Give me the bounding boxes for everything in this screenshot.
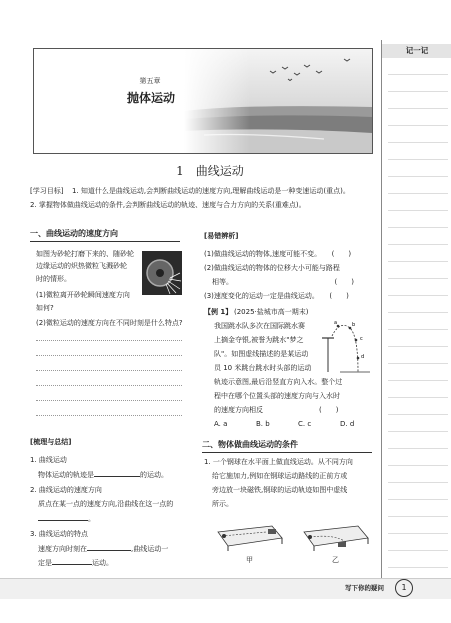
notes-sidebar	[381, 40, 451, 580]
section1-intro-1: 如图为砂轮打磨下来的、随砂轮	[36, 250, 134, 258]
sidebar-rule	[388, 193, 448, 194]
answer-line	[36, 340, 182, 341]
example-source: (2025·盐城市高一期末)	[234, 308, 309, 316]
lesson-title: 1 曲线运动	[176, 164, 244, 178]
example-label: 【例 1】	[204, 308, 233, 316]
sidebar-rule	[388, 397, 448, 398]
summary-1-body: 物体运动的轨迹是 的运动。	[38, 471, 168, 479]
grinding-wheel-image	[142, 251, 182, 295]
summary-3-body: 速度方向时刻在 ,曲线运动一	[38, 545, 169, 553]
section1-q1-2: 如何?	[36, 304, 54, 312]
fig-label-jia: 甲	[246, 556, 253, 564]
sidebar-rule	[388, 414, 448, 415]
error-item-2b: 相等。 ( )	[212, 278, 354, 286]
chapter-label: 第五章	[139, 77, 161, 85]
summary-2-body: 质点在某一点的速度方向,沿曲线在这一点的	[38, 500, 174, 508]
sidebar-rule	[388, 295, 448, 296]
section2-title: 二、物体做曲线运动的条件	[202, 440, 298, 449]
section1-title: 一、曲线运动的速度方向	[30, 229, 118, 238]
section2-line-4: 所示。	[212, 500, 233, 508]
option-d: D. d	[340, 420, 355, 428]
answer-line	[36, 385, 182, 386]
error-item-1: (1)做曲线运动的物体,速度可能不变。 ( )	[204, 250, 352, 258]
fig-label-yi: 乙	[332, 556, 339, 564]
footer-text: 写下你的疑问	[345, 584, 384, 592]
sidebar-rule	[388, 482, 448, 483]
section2-line-1: 1. 一个钢球在水平面上做直线运动。从不同方向	[204, 458, 353, 466]
sidebar-rule	[388, 550, 448, 551]
sidebar-rule	[388, 363, 448, 364]
sidebar-rule	[388, 125, 448, 126]
option-b: B. b	[256, 420, 270, 428]
magnet-figure-yi	[300, 516, 372, 552]
summary-1-head: 1. 曲线运动	[30, 456, 67, 464]
chapter-title: 抛体运动	[126, 91, 175, 105]
sidebar-rule	[388, 346, 448, 347]
summary-2-head: 2. 曲线运动的速度方向	[30, 486, 102, 494]
summary-3-head: 3. 曲线运动的特点	[30, 530, 88, 538]
option-c: C. c	[298, 420, 312, 428]
answer-line	[36, 370, 182, 371]
example-line-4: 员 10 米跳台跳水时头部的运动	[214, 364, 312, 372]
sidebar-rule	[388, 278, 448, 279]
sidebar-rule	[388, 380, 448, 381]
example-line-6: 程中在哪个位置头部的速度方向与入水时	[214, 392, 340, 400]
sidebar-rule	[388, 261, 448, 262]
sidebar-rule	[388, 227, 448, 228]
summary-2-blank: 。	[38, 514, 95, 524]
error-item-3: (3)速度变化的运动一定是曲线运动。 ( )	[204, 292, 349, 300]
sidebar-rule	[388, 108, 448, 109]
sidebar-rule	[388, 210, 448, 211]
answer-line	[36, 400, 182, 401]
page-number: 1	[395, 579, 413, 597]
sidebar-rule	[388, 312, 448, 313]
sidebar-rule	[388, 499, 448, 500]
sidebar-rule	[388, 91, 448, 92]
chapter-banner	[33, 48, 373, 154]
example-line-5: 轨迹示意图,最后沿竖直方向入水。整个过	[214, 378, 343, 386]
summary-3-body-2: 定是 运动。	[38, 559, 113, 567]
section1-intro-3: 时的情形。	[36, 275, 71, 283]
sidebar-rule	[388, 142, 448, 143]
section1-intro-2: 边缘运动的炽热微粒飞溅砂轮	[36, 262, 127, 270]
svg-text:c: c	[360, 336, 363, 342]
sidebar-rule	[388, 74, 448, 75]
magnet-figure-jia	[214, 516, 286, 552]
goals-line-2: 2. 掌握物体做曲线运动的条件,会判断曲线运动的轨迹、速度与合力方向的关系(重难点)。	[30, 201, 306, 209]
section1-q1-1: (1)微粒离开砂轮瞬间速度方向	[36, 291, 130, 299]
section1-q2: (2)微粒运动的速度方向在不同时刻是什么特点?	[36, 319, 183, 327]
example-line-3: 队"。如图虚线描述的是某运动	[214, 350, 309, 358]
goals-label: [学习目标]	[30, 187, 64, 195]
sidebar-rule	[388, 465, 448, 466]
sidebar-label: 记一记	[405, 46, 429, 55]
sidebar-rule	[388, 533, 448, 534]
sidebar-rule	[388, 448, 448, 449]
seascape-image	[184, 49, 372, 153]
svg-text:a: a	[334, 320, 338, 326]
sidebar-rule	[388, 176, 448, 177]
goals-line-1: 1. 知道什么是曲线运动,会判断曲线运动的速度方向,理解曲线运动是一种变速运动(重点)。	[72, 187, 350, 195]
example-line-2: 上摘金夺银,被誉为跳水"梦之	[214, 336, 304, 344]
sidebar-rule	[388, 329, 448, 330]
svg-text:b: b	[352, 322, 356, 328]
answer-line	[36, 355, 182, 356]
example-line-7: 的速度方向相反 ( )	[214, 406, 339, 414]
sidebar-rule	[388, 159, 448, 160]
sidebar-rule	[388, 431, 448, 432]
section2-line-2: 给它施加力,例如在钢球运动路线的正前方或	[212, 472, 348, 480]
answer-line	[36, 415, 182, 416]
option-a: A. a	[214, 420, 228, 428]
example-line-1: 我国跳水队多次在国际跳水赛	[214, 322, 305, 330]
diving-trajectory-figure	[320, 318, 372, 374]
section2-line-3: 旁边放一块磁铁,钢球的运动轨迹如图中虚线	[212, 486, 348, 494]
errors-label: [易错辨析]	[204, 232, 239, 240]
sidebar-rule	[388, 567, 448, 568]
svg-text:d: d	[361, 354, 365, 360]
sidebar-rule	[388, 244, 448, 245]
sidebar-rule	[388, 516, 448, 517]
error-item-2: (2)做曲线运动的物体的位移大小可能与路程	[204, 264, 340, 272]
summary-label: [梳理与总结]	[30, 438, 72, 446]
